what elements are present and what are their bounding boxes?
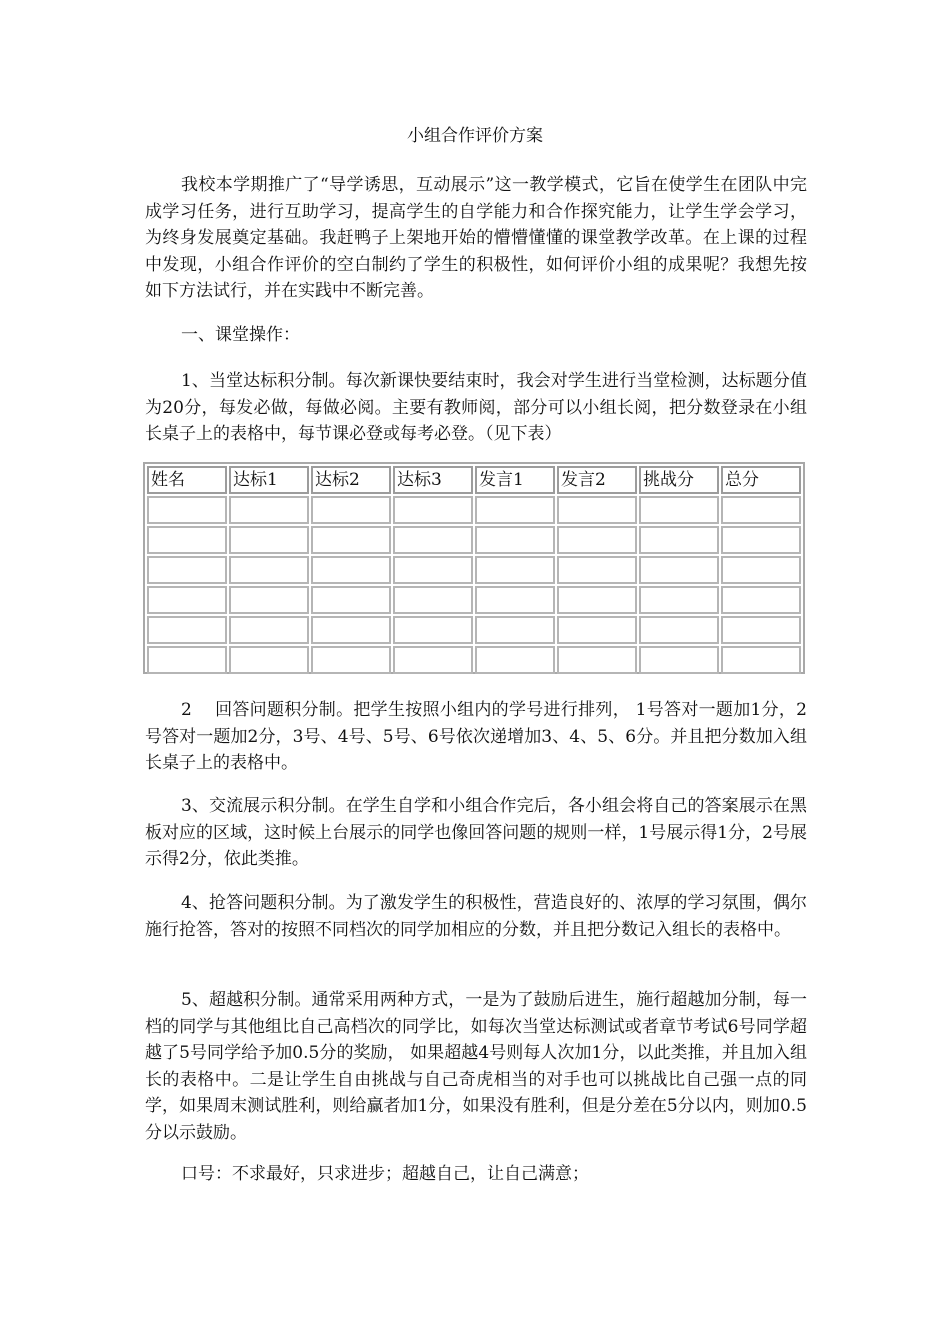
table-row xyxy=(147,616,801,644)
table-cell xyxy=(639,586,719,614)
table-cell xyxy=(147,586,227,614)
table-header-cell: 达标1 xyxy=(229,466,309,494)
table-cell xyxy=(311,616,391,644)
table-cell xyxy=(311,496,391,524)
table-row xyxy=(147,556,801,584)
table-cell xyxy=(147,496,227,524)
table-header-cell: 达标2 xyxy=(311,466,391,494)
table-cell xyxy=(721,586,801,614)
table-cell xyxy=(721,556,801,584)
table-row xyxy=(147,586,801,614)
item-5-paragraph: 5、超越积分制。通常采用两种方式，一是为了鼓励后进生，施行超越加分制，每一档的同学与其他组比自己高档次的同学比，如每次当堂达标测试或者章节考试6号同学超越了5号同学给予加0.5分的奖励， 如果超越4号则每人次加1分，以此类推，并且加入组长的表格中。二是让学生自由挑战与自己奇虎相当的对手也可以挑战比自己强一点的同学，如果周末测试胜利，则给赢者加1分，如果没有胜利，但是分差在5分以内，则加0.5分以示鼓励。 xyxy=(145,990,807,1143)
table-cell xyxy=(147,646,227,674)
table-cell xyxy=(393,526,473,554)
table-cell xyxy=(557,556,637,584)
table-cell xyxy=(393,556,473,584)
table-cell xyxy=(311,556,391,584)
table-cell xyxy=(229,496,309,524)
table-cell xyxy=(475,616,555,644)
intro-paragraph: 我校本学期推广了“导学诱思，互动展示”这一教学模式，它旨在使学生在团队中完成学习任务，进行互助学习，提高学生的自学能力和合作探究能力，让学生学会学习，为终身发展奠定基础。我赶鸭子上架地开始的懵懵懂懂的课堂教学改革。在上课的过程中发现，小组合作评价的空白制约了学生的积极性，如何评价小组的成果呢？我想先按如下方法试行，并在实践中不断完善。 xyxy=(145,175,807,301)
table-header-cell: 总分 xyxy=(721,466,801,494)
table-cell xyxy=(147,526,227,554)
table-cell xyxy=(721,616,801,644)
table-cell xyxy=(557,616,637,644)
table-cell xyxy=(721,526,801,554)
item-1-paragraph: 1、当堂达标积分制。每次新课快要结束时，我会对学生进行当堂检测，达标题分值为20分，每发必做，每做必阅。主要有教师阅，部分可以小组长阅，把分数登录在小组长桌子上的表格中，每节课必登或每考必登。（见下表） xyxy=(145,371,807,444)
table-header-cell: 达标3 xyxy=(393,466,473,494)
table-cell xyxy=(393,586,473,614)
table-cell xyxy=(557,646,637,674)
document-title: 小组合作评价方案 xyxy=(407,126,543,146)
table-header-cell: 发言1 xyxy=(475,466,555,494)
score-table-grid xyxy=(145,464,803,676)
table-cell xyxy=(475,646,555,674)
table-cell xyxy=(147,556,227,584)
table-cell xyxy=(229,526,309,554)
slogan-paragraph: 口号：不求最好，只求进步；超越自己，让自己满意； xyxy=(181,1164,589,1184)
table-cell xyxy=(393,616,473,644)
section-heading: 一、课堂操作： xyxy=(181,325,300,345)
table-row xyxy=(147,646,801,674)
table-header-cell: 姓名 xyxy=(147,466,227,494)
table-row xyxy=(147,526,801,554)
table-cell xyxy=(475,496,555,524)
table-cell xyxy=(475,526,555,554)
table-cell xyxy=(557,526,637,554)
table-cell xyxy=(557,496,637,524)
table-cell xyxy=(721,646,801,674)
table-cell xyxy=(639,526,719,554)
table-cell xyxy=(229,556,309,584)
table-cell xyxy=(721,496,801,524)
score-table xyxy=(143,462,805,674)
table-cell xyxy=(229,646,309,674)
table-cell xyxy=(147,616,227,644)
item-4-paragraph: 4、抢答问题积分制。为了激发学生的积极性，营造良好的、浓厚的学习氛围，偶尔施行抢答，答对的按照不同档次的同学加相应的分数，并且把分数记入组长的表格中。 xyxy=(145,893,807,940)
table-header-cell: 发言2 xyxy=(557,466,637,494)
table-cell xyxy=(639,556,719,584)
table-cell xyxy=(557,586,637,614)
table-cell xyxy=(311,586,391,614)
table-cell xyxy=(475,556,555,584)
table-cell xyxy=(639,646,719,674)
table-cell xyxy=(229,616,309,644)
table-cell xyxy=(311,526,391,554)
table-cell xyxy=(475,586,555,614)
table-header-row xyxy=(147,466,801,494)
table-cell xyxy=(393,496,473,524)
item-3-paragraph: 3、交流展示积分制。在学生自学和小组合作完后，各小组会将自己的答案展示在黑板对应的区域，这时候上台展示的同学也像回答问题的规则一样，1号展示得1分，2号展示得2分，依此类推。 xyxy=(145,796,807,869)
table-cell xyxy=(639,616,719,644)
item-2-paragraph: 2 回答问题积分制。把学生按照小组内的学号进行排列， 1号答对一题加1分，2号答对一题加2分，3号、4号、5号、6号依次递增加3、4、5、6分。并且把分数加入组长桌子上的表格中。 xyxy=(145,700,807,773)
table-row xyxy=(147,496,801,524)
table-cell xyxy=(639,496,719,524)
table-cell xyxy=(393,646,473,674)
table-cell xyxy=(311,646,391,674)
table-header-cell: 挑战分 xyxy=(639,466,719,494)
table-cell xyxy=(229,586,309,614)
